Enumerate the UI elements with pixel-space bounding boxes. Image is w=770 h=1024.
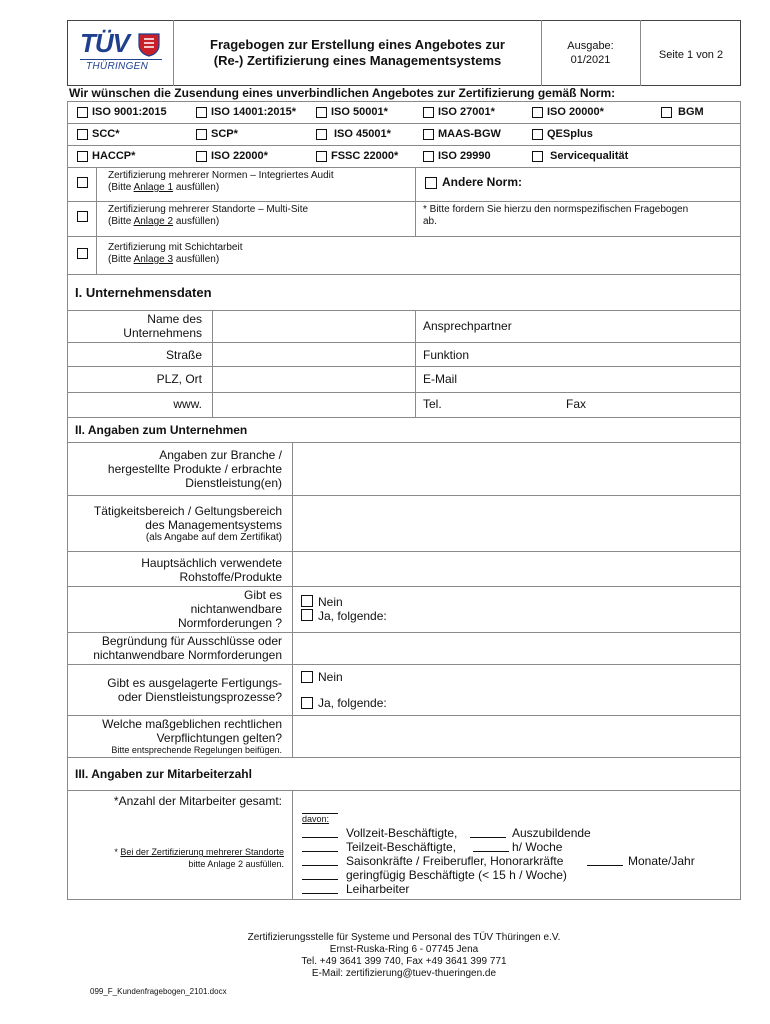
trainees-input[interactable]: [470, 828, 506, 838]
raw-materials-label-2: Rohstoffe/Produkte: [179, 570, 282, 584]
checkbox-iso-27001[interactable]: [423, 107, 434, 118]
outsourced-yes-label: Ja, folgende:: [318, 696, 387, 710]
checkbox-bgm[interactable]: [661, 107, 672, 118]
non-applicable-label-1: Gibt es: [243, 588, 282, 602]
davon-label: davon:: [302, 814, 330, 824]
checkbox-iso-20000[interactable]: [532, 107, 543, 118]
document-filename: 099_F_Kundenfragebogen_2101.docx: [90, 987, 227, 996]
footer-phone: Tel. +49 3641 399 740, Fax +49 3641 399 771: [301, 956, 507, 967]
legal-obligations-input[interactable]: [294, 717, 738, 757]
contact-person-input[interactable]: [530, 312, 738, 341]
checkbox-scp[interactable]: [196, 129, 207, 140]
label-iso-50001: ISO 50001*: [331, 106, 388, 118]
street-label: Straße: [165, 348, 202, 362]
outsourced-no-label: Nein: [318, 670, 343, 684]
non-applicable-label-2: nichtanwendbare: [190, 602, 282, 616]
scope-label-2: des Managementsystems: [145, 518, 282, 532]
fax-input[interactable]: [595, 394, 738, 417]
seasonal-months-label: Monate/Jahr: [628, 854, 695, 868]
checkbox-non-applicable-no[interactable]: [301, 595, 313, 607]
branch-label-2: hergestellte Produkte / erbrachte: [107, 462, 282, 476]
norm-specific-note: * Bitte fordern Sie hierzu den normspezifischen Fragebogen: [423, 204, 689, 215]
branch-label-1: Angaben zur Branche /: [159, 448, 282, 462]
checkbox-maas-bgw[interactable]: [423, 129, 434, 140]
annex-1-link[interactable]: Anlage 1: [133, 182, 174, 193]
checkbox-scc[interactable]: [77, 129, 88, 140]
form-title-line1: Fragebogen zur Erstellung eines Angebotes zur: [210, 37, 505, 52]
seasonal-input[interactable]: [302, 856, 338, 866]
temp-workers-label: Leiharbeiter: [346, 882, 410, 896]
tuev-logo: [80, 28, 162, 74]
phone-label: Tel.: [423, 397, 442, 411]
label-maas-bgw: MAAS-BGW: [438, 128, 501, 140]
fax-label: Fax: [566, 397, 587, 411]
checkbox-iso-45001[interactable]: [316, 129, 327, 140]
scope-input[interactable]: [294, 497, 738, 550]
label-scp: SCP*: [211, 128, 238, 140]
trainees-label: Auszubildende: [512, 826, 591, 840]
shift-work-note: (Bitte Anlage 3 ausfüllen): [108, 254, 220, 265]
checkbox-iso-50001[interactable]: [316, 107, 327, 118]
issue-value: 01/2021: [570, 54, 611, 66]
label-iso-22000: ISO 22000*: [211, 150, 268, 162]
non-applicable-label-3: Normforderungen ?: [177, 616, 282, 630]
label-servicequalitaet: Servicequalität: [550, 150, 629, 162]
seasonal-months-input[interactable]: [587, 856, 623, 866]
outsourced-label-2: oder Dienstleistungsprozesse?: [117, 690, 282, 704]
raw-materials-input[interactable]: [294, 553, 738, 585]
label-iso-9001: ISO 9001:2015: [92, 106, 167, 118]
contact-person-label: Ansprechpartner: [423, 319, 512, 333]
logo-subtext: THÜRINGEN: [86, 61, 149, 72]
parttime-hours-label: h/ Woche: [512, 840, 563, 854]
label-iso-45001: ISO 45001*: [334, 128, 391, 140]
city-label: PLZ, Ort: [156, 372, 202, 386]
fulltime-label: Vollzeit-Beschäftigte,: [346, 826, 458, 840]
street-input[interactable]: [214, 344, 414, 365]
label-haccp: HACCP*: [92, 150, 136, 162]
section-3-title: III. Angaben zur Mitarbeiterzahl: [75, 767, 252, 781]
function-label: Funktion: [423, 348, 470, 362]
parttime-label: Teilzeit-Beschäftigte,: [346, 840, 457, 854]
checkbox-iso-9001[interactable]: [77, 107, 88, 118]
minor-employment-input[interactable]: [302, 870, 338, 880]
outsourced-label-1: Gibt es ausgelagerte Fertigungs-: [107, 676, 282, 690]
city-input[interactable]: [214, 368, 414, 391]
checkbox-other-norm[interactable]: [425, 177, 437, 189]
shift-work-text: Zertifizierung mit Schichtarbeit: [108, 242, 243, 253]
legal-label-3: Bitte entsprechende Regelungen beifügen.: [111, 745, 282, 755]
checkbox-iso-22000[interactable]: [196, 151, 207, 162]
checkbox-outsourced-no[interactable]: [301, 671, 313, 683]
checkbox-iso-14001[interactable]: [196, 107, 207, 118]
label-iso-20000: ISO 20000*: [547, 106, 604, 118]
norm-specific-note-2: ab.: [423, 216, 437, 227]
fulltime-input[interactable]: [302, 828, 338, 838]
website-input[interactable]: [214, 394, 414, 417]
checkbox-multi-norm[interactable]: [77, 177, 88, 188]
norms-heading: Wir wünschen die Zusendung eines unverbindlichen Angebotes zur Zertifizierung gemäß Norm:: [69, 86, 616, 100]
employee-total-input[interactable]: [302, 804, 338, 814]
multi-norm-text: Zertifizierung mehrerer Normen – Integriertes Audit: [108, 170, 334, 181]
function-input[interactable]: [480, 344, 738, 365]
company-name-input[interactable]: [214, 312, 414, 341]
checkbox-iso-29990[interactable]: [423, 151, 434, 162]
scope-label-1: Tätigkeitsbereich / Geltungsbereich: [93, 504, 282, 518]
multi-site-employees-note: * Bei der Zertifizierung mehrerer Standorte: [114, 847, 284, 857]
exclusion-reason-label-2: nichtanwendbare Normforderungen: [93, 648, 282, 662]
exclusion-reason-input[interactable]: [294, 634, 738, 663]
parttime-input[interactable]: [302, 842, 338, 852]
checkbox-non-applicable-yes[interactable]: [301, 609, 313, 621]
multi-site-note: (Bitte Anlage 2 ausfüllen): [108, 216, 220, 227]
form-title-line2: (Re-) Zertifizierung eines Managementsystems: [213, 53, 502, 68]
page-number: Seite 1 von 2: [658, 49, 724, 61]
label-bgm: BGM: [678, 106, 704, 118]
multi-norm-note: (Bitte Anlage 1 ausfüllen): [108, 182, 220, 193]
header-divider: [541, 20, 542, 86]
temp-workers-input[interactable]: [302, 884, 338, 894]
footer-address: Ernst-Ruska-Ring 6 - 07745 Jena: [329, 944, 479, 955]
employee-total-label: *Anzahl der Mitarbeiter gesamt:: [113, 794, 282, 808]
checkbox-qesplus[interactable]: [532, 129, 543, 140]
checkbox-shift-work[interactable]: [77, 248, 88, 259]
seasonal-label: Saisonkräfte / Freiberufler, Honorarkräfte: [346, 854, 564, 868]
scope-label-3: (als Angabe auf dem Zertifikat): [145, 532, 282, 543]
checkbox-multi-site[interactable]: [77, 211, 88, 222]
website-label: www.: [173, 397, 202, 411]
minor-employment-label: geringfügig Beschäftigte (< 15 h / Woche): [346, 868, 567, 882]
label-iso-27001: ISO 27001*: [438, 106, 495, 118]
multi-site-employees-note-2: bitte Anlage 2 ausfüllen.: [188, 859, 284, 869]
footer-org: Zertifizierungsstelle für Systeme und Personal des TÜV Thüringen e.V.: [247, 932, 561, 943]
parttime-hours-input[interactable]: [473, 842, 509, 852]
other-norm-label: Andere Norm:: [442, 175, 523, 189]
label-qesplus: QESplus: [547, 128, 593, 140]
legal-label-2: Verpflichtungen gelten?: [156, 731, 282, 745]
issue-label: Ausgabe:: [567, 40, 614, 52]
section-2-title: II. Angaben zum Unternehmen: [75, 423, 248, 437]
label-iso-29990: ISO 29990: [438, 150, 491, 162]
non-applicable-no-label: Nein: [318, 595, 343, 609]
footer-email: E-Mail: zertifizierung@tuev-thueringen.de: [311, 968, 497, 979]
label-scc: SCC*: [92, 128, 120, 140]
checkbox-servicequalitaet[interactable]: [532, 151, 543, 162]
logo-rule: [80, 59, 162, 60]
exclusion-reason-label-1: Begründung für Ausschlüsse oder: [101, 634, 282, 648]
legal-label-1: Welche maßgeblichen rechtlichen: [102, 717, 282, 731]
label-fssc-22000: FSSC 22000*: [331, 150, 399, 162]
checkbox-fssc-22000[interactable]: [316, 151, 327, 162]
multi-site-text: Zertifizierung mehrerer Standorte – Multi-Site: [108, 204, 309, 215]
coat-of-arms-icon: [138, 33, 160, 57]
email-input[interactable]: [470, 368, 738, 391]
non-applicable-yes-label: Ja, folgende:: [318, 609, 387, 623]
branch-label-3: Dienstleistung(en): [185, 476, 282, 490]
branch-input[interactable]: [294, 444, 738, 494]
label-iso-14001: ISO 14001:2015*: [211, 106, 297, 118]
company-name-label-1: Name des: [147, 312, 202, 326]
logo-wordmark: TÜV: [80, 28, 129, 58]
annex-3-link[interactable]: Anlage 3: [133, 254, 174, 265]
raw-materials-label-1: Hauptsächlich verwendete: [141, 556, 282, 570]
section-1-title: I. Unternehmensdaten: [75, 285, 212, 300]
annex-2-link[interactable]: Anlage 2: [133, 216, 174, 227]
phone-input[interactable]: [450, 394, 560, 417]
email-label: E-Mail: [423, 372, 458, 386]
company-name-label-2: Unternehmens: [123, 326, 202, 340]
checkbox-outsourced-yes[interactable]: [301, 697, 313, 709]
checkbox-haccp[interactable]: [77, 151, 88, 162]
